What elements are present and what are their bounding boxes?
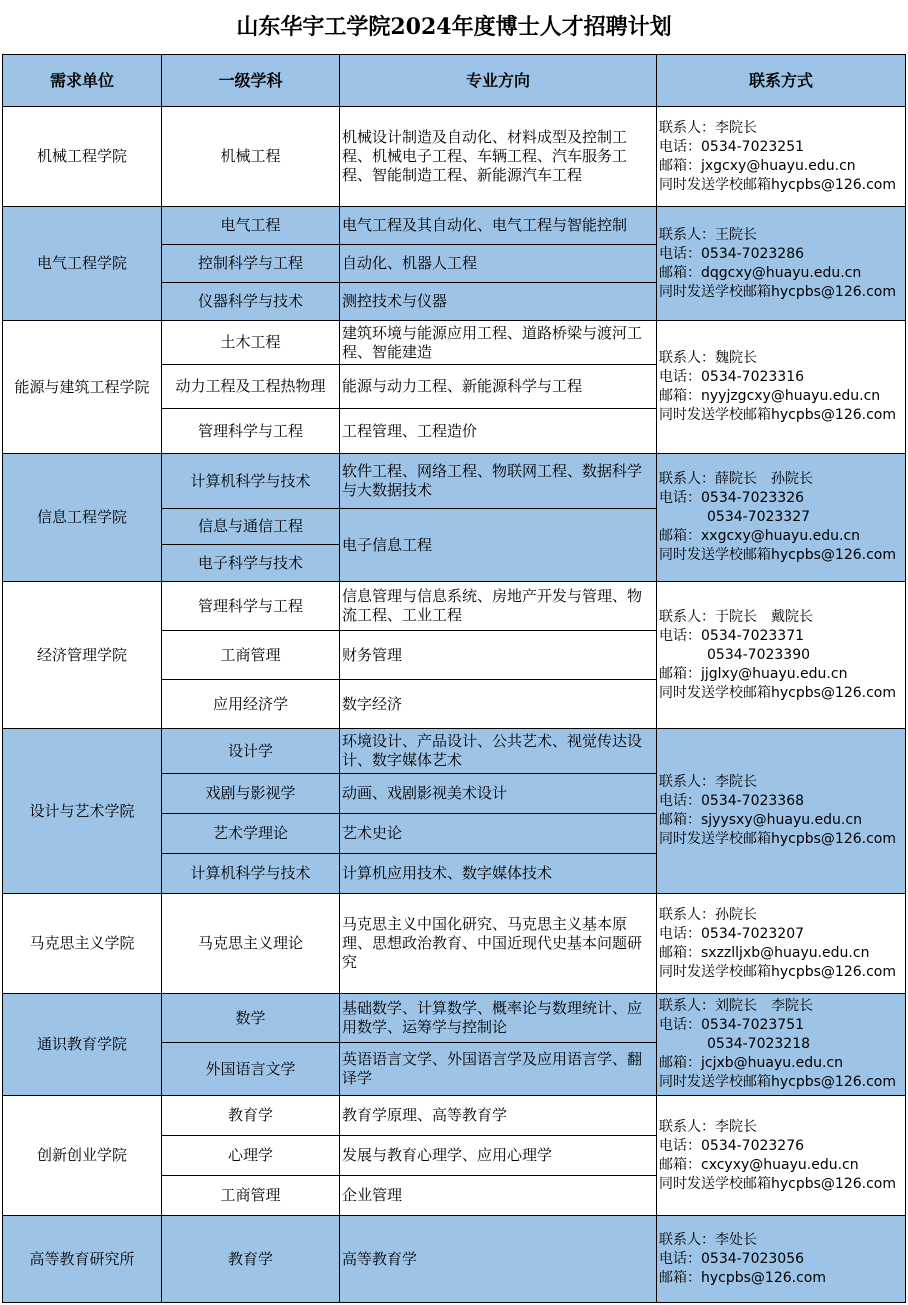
discipline-cell-text: 机械工程 <box>220 147 281 165</box>
discipline-cell <box>161 853 340 894</box>
direction-cell <box>339 1215 657 1303</box>
contact-phone: 电话：0534-7023251 <box>659 138 805 155</box>
discipline-cell <box>161 893 340 994</box>
contact-phone: 电话：0534-7023326 <box>659 490 805 506</box>
discipline-cell <box>161 728 340 774</box>
discipline-cell-text: 计算机科学与技术 <box>190 471 311 490</box>
unit-name-cell-text: 信息工程学院 <box>36 508 127 526</box>
discipline-cell-text: 数学 <box>235 1008 266 1027</box>
contact-cell <box>656 206 906 321</box>
direction-cell-text: 数字经济 <box>342 694 403 713</box>
direction-cell <box>339 508 657 582</box>
unit-name-cell <box>2 106 162 207</box>
contact-person: 联系人：李处长 <box>659 1231 757 1248</box>
discipline-cell-text: 艺术学理论 <box>212 824 288 842</box>
unit-name-cell-text: 高等教育研究所 <box>29 1249 135 1268</box>
direction-cell-text: 教育学原理、高等教育学 <box>342 1106 508 1124</box>
direction-cell-text: 马克思主义中国化研究、马克思主义基本原理、思想政治教育、中国近现代史基本问题研究 <box>342 915 643 971</box>
direction-cell <box>339 282 657 321</box>
direction-cell-text: 高等教育学 <box>342 1249 418 1268</box>
contact-school-email[interactable]: 同时发送学校邮箱hycpbs@126.com <box>659 1175 896 1192</box>
discipline-cell-text: 电气工程 <box>220 216 281 234</box>
contact-phone: 电话：0534-7023371 <box>659 627 805 644</box>
direction-cell <box>339 1095 657 1136</box>
direction-cell <box>339 453 657 509</box>
direction-cell-text: 艺术史论 <box>342 824 403 842</box>
contact-cell <box>656 893 906 994</box>
contact-school-email[interactable]: 同时发送学校邮箱hycpbs@126.com <box>659 547 896 563</box>
contact-school-email[interactable]: 同时发送学校邮箱hycpbs@126.com <box>659 831 896 847</box>
direction-cell <box>339 853 657 894</box>
direction-cell-text: 英语语言文学、外国语言学及应用语言学、翻译学 <box>342 1050 643 1087</box>
direction-cell-text: 机械设计制造及自动化、材料成型及控制工程、机械电子工程、车辆工程、汽车服务工程、智能制造工程、新能源汽车工程 <box>342 128 628 184</box>
contact-person: 联系人：于院长 戴院长 <box>659 608 813 625</box>
unit-name-cell <box>2 453 162 582</box>
discipline-cell-text: 戏剧与影视学 <box>205 784 296 802</box>
contact-email[interactable]: 邮箱：jxgcxy@huayu.edu.cn <box>659 157 856 174</box>
unit-name-cell <box>2 728 162 894</box>
discipline-cell-text: 管理科学与工程 <box>197 596 303 615</box>
contact-email[interactable]: 邮箱：dqgcxy@huayu.edu.cn <box>659 264 862 281</box>
direction-cell-text: 能源与动力工程、新能源科学与工程 <box>342 377 583 395</box>
contact-school-email[interactable]: 同时发送学校邮箱hycpbs@126.com <box>659 1074 896 1090</box>
contact-person: 联系人：王院长 <box>659 226 757 243</box>
contact-school-email[interactable]: 同时发送学校邮箱hycpbs@126.com <box>659 176 896 193</box>
unit-name-cell <box>2 581 162 729</box>
header-discipline-text: 一级学科 <box>218 71 283 90</box>
direction-cell <box>339 630 657 680</box>
direction-cell <box>339 244 657 283</box>
header-direction <box>339 54 657 107</box>
contact-person: 联系人：李院长 <box>659 1118 757 1135</box>
discipline-cell-text: 教育学 <box>227 1106 273 1124</box>
discipline-cell-text: 心理学 <box>227 1146 273 1164</box>
discipline-cell <box>161 1135 340 1176</box>
contact-person: 联系人：刘院长 李院长 <box>659 998 813 1014</box>
discipline-cell <box>161 244 340 283</box>
contact-phone: 电话：0534-7023368 <box>659 793 805 809</box>
discipline-cell-text: 应用经济学 <box>212 694 288 713</box>
discipline-cell-text: 信息与通信工程 <box>197 517 303 535</box>
discipline-cell <box>161 773 340 814</box>
contact-phone: 电话：0534-7023056 <box>659 1250 805 1267</box>
contact-email[interactable]: 邮箱：sjyysxy@huayu.edu.cn <box>659 812 862 828</box>
discipline-cell <box>161 544 340 582</box>
discipline-cell <box>161 206 340 245</box>
unit-name-cell <box>2 320 162 454</box>
contact-phone: 电话：0534-7023751 <box>659 1017 805 1033</box>
direction-cell-text: 电子信息工程 <box>342 535 433 554</box>
direction-cell <box>339 893 657 994</box>
contact-cell <box>656 106 906 207</box>
discipline-cell-text: 教育学 <box>227 1249 273 1268</box>
discipline-cell <box>161 581 340 631</box>
discipline-cell <box>161 1095 340 1136</box>
discipline-cell-text: 马克思主义理论 <box>197 934 303 952</box>
discipline-cell <box>161 630 340 680</box>
direction-cell <box>339 364 657 409</box>
contact-email[interactable]: 邮箱：jcjxb@huayu.edu.cn <box>659 1055 843 1071</box>
direction-cell <box>339 320 657 365</box>
contact-cell <box>656 1215 906 1303</box>
contact-school-email[interactable]: 同时发送学校邮箱hycpbs@126.com <box>659 407 896 423</box>
unit-name-cell-text: 经济管理学院 <box>36 645 127 664</box>
direction-cell-text: 信息管理与信息系统、房地产开发与管理、物流工程、工业工程 <box>342 587 643 624</box>
contact-cell <box>656 728 906 894</box>
header-unit <box>2 54 162 107</box>
contact-email[interactable]: 邮箱：jjglxy@huayu.edu.cn <box>659 665 848 682</box>
direction-cell <box>339 106 657 207</box>
contact-phone-secondary: 0534-7023327 <box>707 509 811 525</box>
unit-name-cell <box>2 1215 162 1303</box>
contact-person: 联系人：李院长 <box>659 774 757 790</box>
contact-phone: 电话：0534-7023207 <box>659 925 805 942</box>
direction-cell-text: 企业管理 <box>342 1186 403 1204</box>
contact-person: 联系人：孙院长 <box>659 906 757 923</box>
contact-phone: 电话：0534-7023276 <box>659 1137 805 1154</box>
unit-name-cell-text: 创新创业学院 <box>36 1146 127 1164</box>
header-direction-text: 专业方向 <box>465 71 530 90</box>
discipline-cell <box>161 364 340 409</box>
direction-cell-text: 自动化、机器人工程 <box>342 254 478 272</box>
direction-cell <box>339 1042 657 1096</box>
unit-name-cell-text: 机械工程学院 <box>36 147 127 165</box>
header-unit-text: 需求单位 <box>49 71 114 90</box>
page-title: 山东华宇工学院2024年度博士人才招聘计划 <box>236 14 672 40</box>
direction-cell <box>339 813 657 854</box>
direction-cell-text: 工程管理、工程造价 <box>342 421 478 440</box>
contact-email[interactable]: 邮箱：xxgcxy@huayu.edu.cn <box>659 528 861 544</box>
unit-name-cell <box>2 993 162 1096</box>
unit-name-cell-text: 设计与艺术学院 <box>29 801 135 820</box>
discipline-cell <box>161 106 340 207</box>
discipline-cell <box>161 1042 340 1096</box>
contact-email[interactable]: 邮箱：hycpbs@126.com <box>659 1269 826 1286</box>
contact-email[interactable]: 邮箱：cxcyxy@huayu.edu.cn <box>659 1156 859 1173</box>
contact-cell <box>656 993 906 1096</box>
direction-cell-text: 基础数学、计算数学、概率论与数理统计、应用数学、运筹学与控制论 <box>342 999 643 1036</box>
contact-school-email[interactable]: 同时发送学校邮箱hycpbs@126.com <box>659 283 896 300</box>
contact-phone-secondary: 0534-7023218 <box>707 1036 811 1052</box>
discipline-cell <box>161 508 340 545</box>
direction-cell-text: 财务管理 <box>342 645 403 664</box>
unit-name-cell-text: 能源与建筑工程学院 <box>14 377 150 396</box>
contact-cell <box>656 453 906 582</box>
direction-cell-text: 软件工程、网络工程、物联网工程、数据科学与大数据技术 <box>342 462 643 499</box>
contact-email[interactable]: 邮箱：sxzzlljxb@huayu.edu.cn <box>659 944 870 961</box>
direction-cell-text: 动画、戏剧影视美术设计 <box>342 784 508 802</box>
discipline-cell-text: 电子科学与技术 <box>197 553 303 572</box>
contact-cell <box>656 320 906 454</box>
contact-email[interactable]: 邮箱：nyyjzgcxy@huayu.edu.cn <box>659 388 881 404</box>
discipline-cell-text: 管理科学与工程 <box>197 421 303 440</box>
discipline-cell-text: 工商管理 <box>220 645 281 664</box>
direction-cell <box>339 1175 657 1216</box>
discipline-cell-text: 设计学 <box>227 741 273 760</box>
unit-name-cell <box>2 893 162 994</box>
contact-school-email[interactable]: 同时发送学校邮箱hycpbs@126.com <box>659 684 896 701</box>
discipline-cell-text: 土木工程 <box>220 333 281 351</box>
direction-cell <box>339 1135 657 1176</box>
discipline-cell <box>161 453 340 509</box>
discipline-cell <box>161 813 340 854</box>
contact-phone-secondary: 0534-7023390 <box>707 646 811 663</box>
discipline-cell-text: 控制科学与工程 <box>197 254 303 272</box>
contact-person: 联系人：薛院长 孙院长 <box>659 471 813 487</box>
unit-name-cell-text: 马克思主义学院 <box>29 934 135 952</box>
discipline-cell <box>161 1175 340 1216</box>
discipline-cell-text: 动力工程及工程热物理 <box>175 377 326 395</box>
direction-cell <box>339 679 657 729</box>
header-contact-text: 联系方式 <box>748 71 813 90</box>
contact-person: 联系人：李院长 <box>659 119 757 136</box>
direction-cell-text: 测控技术与仪器 <box>342 292 448 310</box>
direction-cell <box>339 773 657 814</box>
discipline-cell-text: 计算机科学与技术 <box>190 864 311 882</box>
direction-cell <box>339 408 657 454</box>
direction-cell-text: 环境设计、产品设计、公共艺术、视觉传达设计、数字媒体艺术 <box>342 732 643 769</box>
unit-name-cell <box>2 1095 162 1216</box>
discipline-cell <box>161 679 340 729</box>
contact-person: 联系人：魏院长 <box>659 350 757 366</box>
direction-cell-text: 发展与教育心理学、应用心理学 <box>342 1146 553 1164</box>
contact-phone: 电话：0534-7023316 <box>659 369 805 385</box>
direction-cell-text: 电气工程及其自动化、电气工程与智能控制 <box>342 216 628 234</box>
direction-cell <box>339 728 657 774</box>
unit-name-cell-text: 通识教育学院 <box>36 1035 127 1053</box>
direction-cell-text: 建筑环境与能源应用工程、道路桥梁与渡河工程、智能建造 <box>342 323 643 361</box>
contact-phone: 电话：0534-7023286 <box>659 245 805 262</box>
contact-cell <box>656 1095 906 1216</box>
direction-cell-text: 计算机应用技术、数字媒体技术 <box>342 864 553 882</box>
unit-name-cell <box>2 206 162 321</box>
discipline-cell-text: 工商管理 <box>220 1186 281 1204</box>
discipline-cell-text: 外国语言文学 <box>205 1059 296 1078</box>
discipline-cell <box>161 320 340 365</box>
direction-cell <box>339 581 657 631</box>
contact-school-email[interactable]: 同时发送学校邮箱hycpbs@126.com <box>659 963 896 980</box>
header-contact <box>656 54 906 107</box>
unit-name-cell-text: 电气工程学院 <box>36 254 127 272</box>
direction-cell <box>339 206 657 245</box>
discipline-cell <box>161 408 340 454</box>
discipline-cell <box>161 993 340 1043</box>
discipline-cell <box>161 282 340 321</box>
direction-cell <box>339 993 657 1043</box>
header-discipline <box>161 54 340 107</box>
contact-cell <box>656 581 906 729</box>
discipline-cell-text: 仪器科学与技术 <box>197 292 303 310</box>
discipline-cell <box>161 1215 340 1303</box>
